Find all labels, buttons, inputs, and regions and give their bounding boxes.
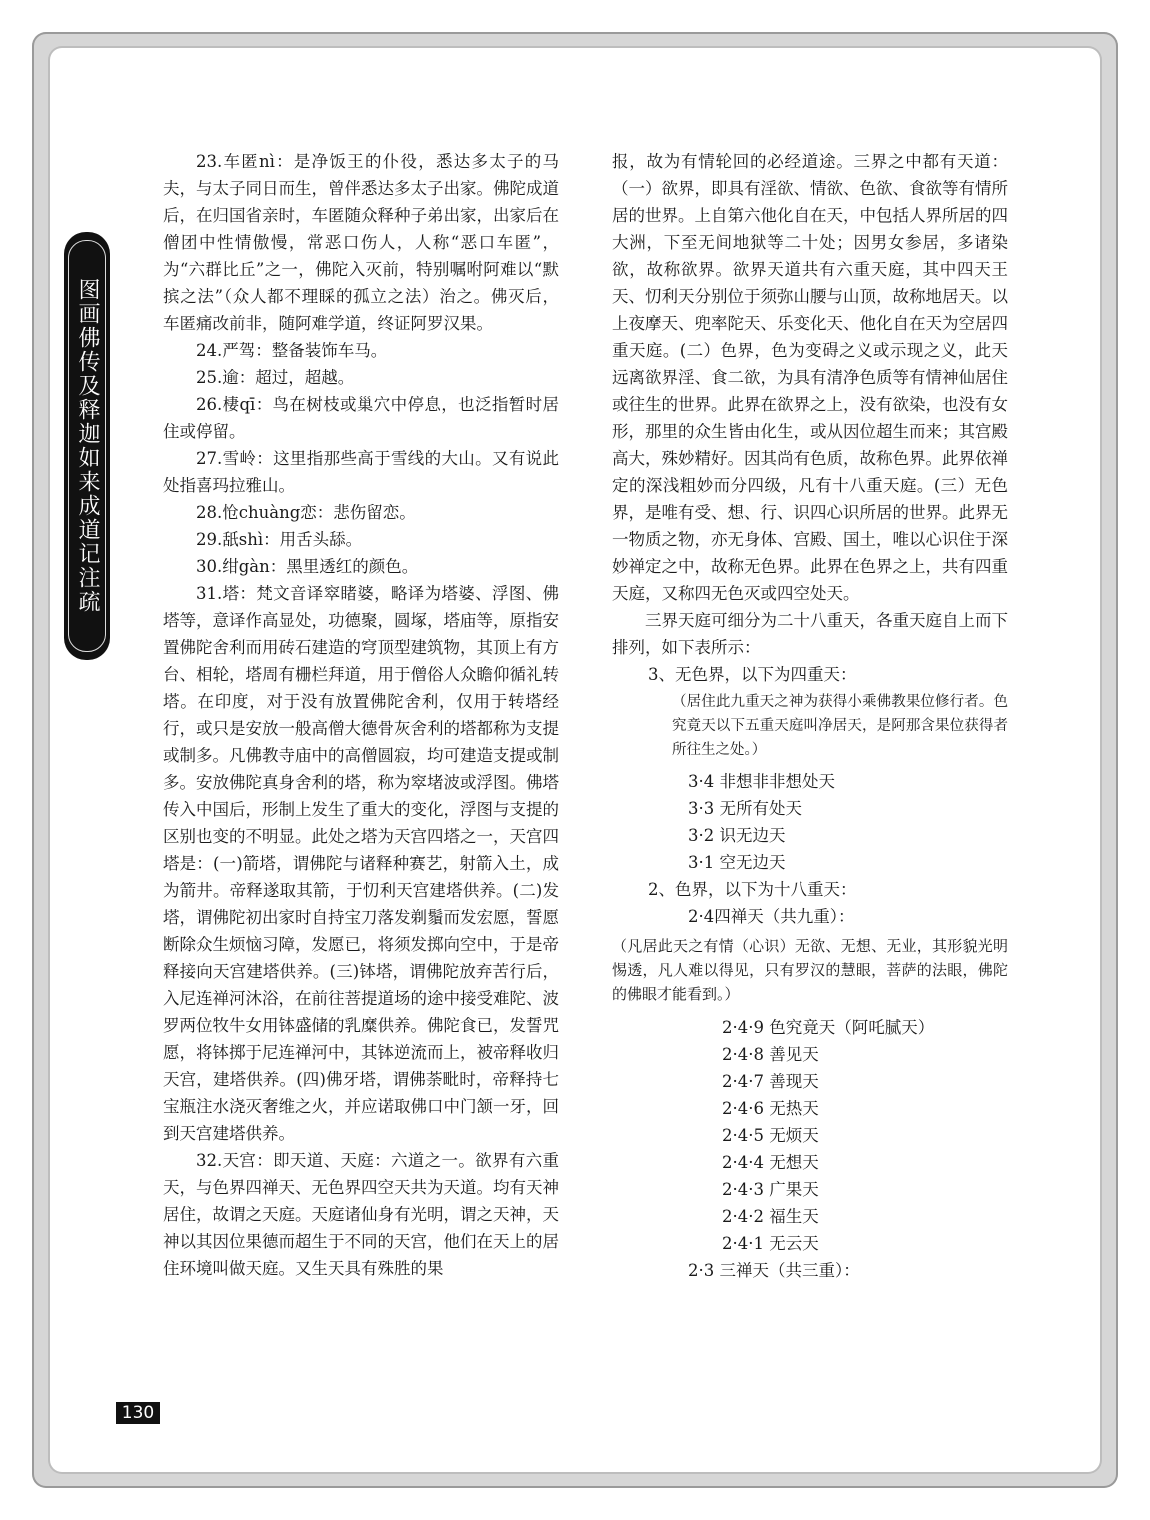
note-31: 31.塔：梵文音译窣睹婆，略译为塔婆、浮图、佛塔等，意译作高显处，功德聚，圆塚，塔庙等，原指安置佛陀舍利而用砖石建造的穹顶型建筑物，其顶上有方台、相轮，塔周有栅栏拜道，用于僧俗人众瞻仰循礼转塔。在印度，对于没有放置佛陀舍利，仅用于转塔经行，或只是安放一般高僧大德骨灰舍利的塔都称为支提或制多。凡佛教寺庙中的高僧圆寂，均可建造支提或制多。安放佛陀真身舍利的塔，称为窣堵波或浮图。佛塔传入中国后，形制上发生了重大的变化，浮图与支提的区别也变的不明显。此处之塔为天宫四塔之一，天宫四塔是：(一)箭塔，谓佛陀与诸释种赛艺，射箭入土，成为箭井。帝释遂取其箭，于忉利天宫建塔供养。(二)发塔，谓佛陀初出家时自持宝刀落发剃鬚而发宏愿，誓愿断除众生烦恼习障，发愿已，将须发掷向空中，于是帝释接向天宫建塔供养。(三)钵塔，谓佛陀放弃苦行后，入尼连禅河沐浴，在前往菩提道场的途中接受难陀、波罗两位牧牛女用钵盛储的乳糜供养。佛陀食已，发誓咒愿，将钵掷于尼连禅河中，其钵逆流而上，被帝释收归天宫，建塔供养。(四)佛牙塔，谓佛荼毗时，帝释持七宝瓶注水浇灭奢维之火，并应诺取佛口中门颔一牙，回到天宫建塔供养。 [163, 584, 559, 1143]
note-24: 24.严驾：整备装饰车马。 [196, 341, 388, 360]
list-item: 2·4·2 福生天 [722, 1207, 819, 1226]
section-3-note: （居住此九重天之神为获得小乘佛教果位修行者。色究竟天以下五重天庭叫净居天，是阿那含果位获得者所往生之处。） [672, 694, 1008, 758]
list-item: 2·4·3 广果天 [722, 1180, 819, 1199]
note-25: 25.逾：超过，超越。 [196, 368, 355, 387]
side-title-border [68, 240, 106, 652]
right-paragraph-2: 三界天庭可细分为二十八重天，各重天庭自上而下排列，如下表所示： [612, 611, 1008, 657]
section-2-heading: 2、色界，以下为十八重天： [648, 880, 857, 899]
list-item: 2·4·6 无热天 [722, 1099, 819, 1118]
left-column [163, 148, 559, 1282]
note-29: 29.舐shì：用舌头舔。 [196, 530, 363, 549]
note-23: 23.车匿nì：是净饭王的仆役，悉达多太子的马夫，与太子同日而生，曾伴悉达多太子出家。佛陀成道后，在归国省亲时，车匿随众释种子弟出家，出家后在僧团中性情傲慢，常恶口伤人，人称“恶口车匿”，为“六群比丘”之一，佛陀入灭前，特别嘱咐阿难以“默摈之法”（众人都不理睬的孤立之法）治之。佛灭后，车匿痛改前非，随阿难学道，终证阿罗汉果。 [163, 152, 559, 333]
list-item: 3·2 识无边天 [688, 826, 786, 845]
note-30: 30.绀gàn：黑里透红的颜色。 [196, 557, 419, 576]
note-26: 26.棲qī：鸟在树枝或巢穴中停息，也泛指暂时居住或停留。 [163, 395, 559, 441]
list-item: 2·4·7 善现天 [722, 1072, 819, 1091]
list-item: 2·4·8 善见天 [722, 1045, 819, 1064]
list-item: 3·3 无所有处天 [688, 799, 802, 818]
list-item: 3·4 非想非非想处天 [688, 772, 835, 791]
note-28: 28.怆chuàng恋：悲伤留恋。 [196, 503, 416, 522]
list-item: 2·4·4 无想天 [722, 1153, 819, 1172]
list-item: 2·4·5 无烦天 [722, 1126, 819, 1145]
section-2-4-note: （凡居此天之有情（心识）无欲、无想、无业，其形貌光明惕透，凡人难以得见，只有罗汉的慧眼，菩萨的法眼，佛陀的佛眼才能看到。） [612, 937, 1008, 1003]
right-column [612, 148, 1008, 1284]
section-2-4-heading: 2·4四禅天（共九重）： [688, 907, 855, 926]
right-paragraph-1: 报，故为有情轮回的必经道途。三界之中都有天道：（一）欲界，即具有淫欲、情欲、色欲、食欲等有情所居的世界。上自第六他化自在天，中包括人界所居的四大洲，下至无间地狱等二十处；因男女参居，多诸染欲，故称欲界。欲界天道共有六重天庭，其中四天王天、忉利天分别位于须弥山腰与山顶，故称地居天。以上夜摩天、兜率陀天、乐变化天、他化自在天为空居四重天庭。(二）色界，色为变碍之义或示现之义，此天远离欲界淫、食二欲，为具有清净色质等有情神仙居住或往生的世界。此界在欲界之上，没有欲染，也没有女形，那里的众生皆由化生，或从因位超生而来；其宫殿高大，殊妙精好。因其尚有色质，故称色界。此界依禅定的深浅粗妙而分四级，凡有十八重天庭。(三）无色界，是唯有受、想、行、识四心识所居的世界。此界无一物质之物，亦无身体、宫殿、国土，唯以心识住于深妙禅定之中，故称无色界。此界在色界之上，共有四重天庭，又称四无色灭或四空处天。 [612, 152, 1008, 603]
note-32: 32.天宫：即天道、天庭：六道之一。欲界有六重天，与色界四禅天、无色界四空天共为天道。均有天神居住，故谓之天庭。天庭诸仙身有光明，谓之天神，天神以其因位果德而超生于不同的天宫，他们在天上的居住环境叫做天庭。又生天具有殊胜的果 [163, 1151, 559, 1278]
page-number: 130 [116, 1402, 160, 1424]
section-2-3-heading: 2·3 三禅天（共三重）： [688, 1261, 860, 1280]
section-3-heading: 3、无色界，以下为四重天： [648, 665, 857, 684]
side-title-tab [64, 232, 110, 660]
note-27: 27.雪岭：这里指那些高于雪线的大山。又有说此处指喜玛拉雅山。 [163, 449, 559, 495]
list-item: 2·4·9 色究竟天（阿吒腻天） [722, 1018, 935, 1037]
list-item: 2·4·1 无云天 [722, 1234, 819, 1253]
side-title: 图画佛传及释迦如来成道记注疏 [75, 278, 100, 614]
list-item: 3·1 空无边天 [688, 853, 786, 872]
